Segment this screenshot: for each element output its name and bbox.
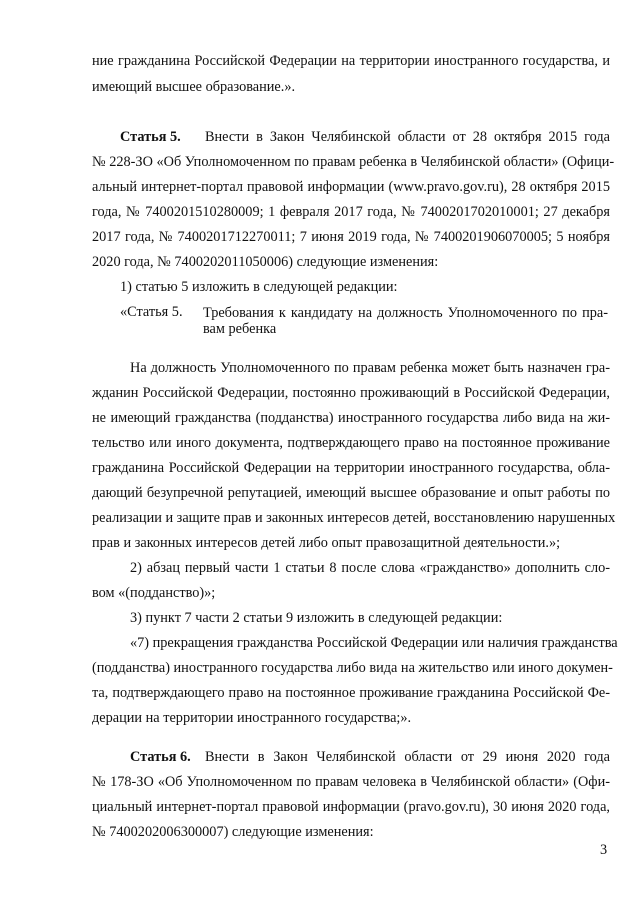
list-item-2: вом «(подданство)»; [92, 585, 216, 601]
amendment-text: та, подтверждающего право на постоянное проживание гражданина Российской Фе- [92, 685, 610, 701]
page-number: 3 [600, 842, 608, 858]
sub-article-title: вам ребенка [203, 321, 277, 337]
amendment-text: (подданства) иностранного государства либо вида на жительство или иного докумен- [92, 660, 613, 676]
paragraph-line: жданин Российской Федерации, постоянно проживающий в Российской Федерации, [92, 385, 610, 401]
text-line: имеющий высшее образование.». [92, 79, 296, 95]
paragraph-line: гражданина Российской Федерации на территории иностранного государства, обла- [92, 460, 610, 476]
text-line: № 228-ЗО «Об Уполномоченном по правам ребенка в Челябинской области» (Офици- [92, 154, 615, 170]
article-5-intro: Внести в Закон Челябинской области от 28 октября 2015 года [205, 129, 610, 145]
sub-article-label: «Статья 5. [120, 304, 183, 320]
article-5-label: Статья 5. [120, 129, 181, 145]
text-line: ние гражданина Российской Федерации на территории иностранного государства, и [92, 53, 610, 69]
text-line: альный интернет-портал правовой информации (www.pravo.gov.ru), 28 октября 2015 [92, 179, 610, 195]
text-line: 2017 года, № 7400201712270011; 7 июня 2019 года, № 7400201906070005; 5 ноября [92, 229, 610, 245]
paragraph-line: тельство или иного документа, подтверждающего право на постоянное проживание [92, 435, 610, 451]
list-item-1: 1) статью 5 изложить в следующей редакции: [120, 279, 398, 295]
list-item-3: 3) пункт 7 части 2 статьи 9 изложить в следующей редакции: [130, 610, 503, 626]
amendment-text: дерации на территории иностранного государства;». [92, 710, 412, 726]
text-line: года, № 7400201510280009; 1 февраля 2017 года, № 7400201702010001; 27 декабря [92, 204, 610, 220]
text-line: № 178-ЗО «Об Уполномоченном по правам человека в Челябинской области» (Офи- [92, 774, 610, 790]
sub-article-title: Требования к кандидату на должность Уполномоченного по пра- [203, 305, 608, 321]
text-line: № 7400202006300007) следующие изменения: [92, 824, 374, 840]
paragraph-line: реализации и защите прав и законных интересов детей, восстановлению нарушенных [92, 510, 616, 526]
text-line: 2020 года, № 7400202011050006) следующие изменения: [92, 254, 439, 270]
paragraph-line: не имеющий гражданства (подданства) иностранного государства либо вида на жи- [92, 410, 610, 426]
amendment-text: «7) прекращения гражданства Российской Федерации или наличия гражданства [130, 635, 618, 651]
article-6-label: Статья 6. [130, 749, 191, 765]
paragraph-line: прав и законных интересов детей либо опыт правозащитной деятельности.»; [92, 535, 561, 551]
list-item-2: 2) абзац первый части 1 статьи 8 после слова «гражданство» дополнить сло- [130, 560, 610, 576]
article-6-intro: Внести в Закон Челябинской области от 29 июня 2020 года [205, 749, 610, 765]
text-line: циальный интернет-портал правовой информации (pravo.gov.ru), 30 июня 2020 года, [92, 799, 610, 815]
paragraph-line: На должность Уполномоченного по правам ребенка может быть назначен гра- [130, 360, 610, 376]
paragraph-line: дающий безупречной репутацией, имеющий высшее образование и опыт работы по [92, 485, 610, 501]
